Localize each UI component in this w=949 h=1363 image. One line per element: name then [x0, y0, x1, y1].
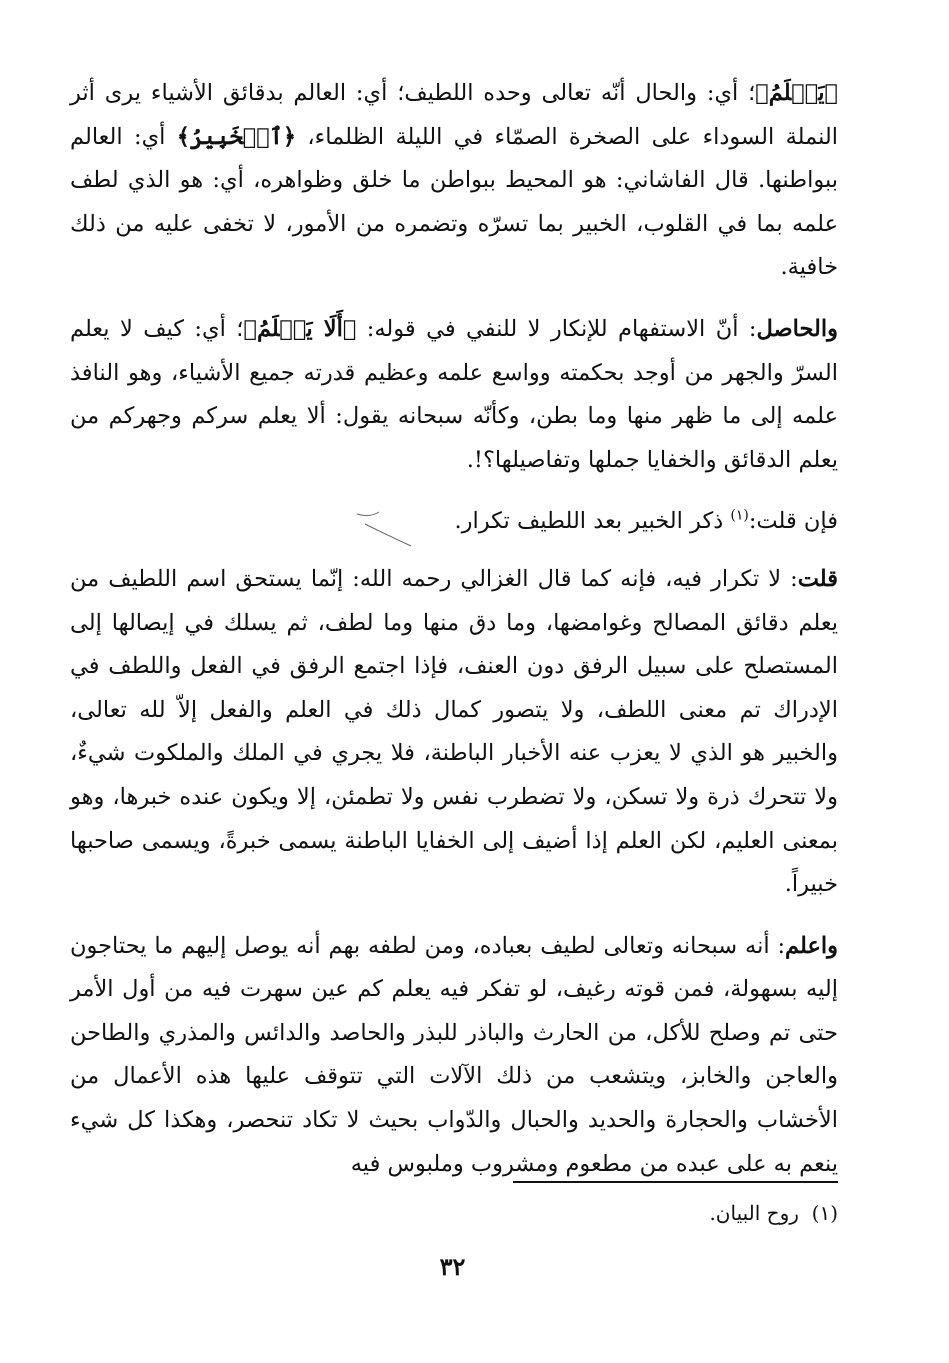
quran-quote: ﴿أَلَا يَعۡلَمُ﴾: [243, 315, 357, 342]
quran-quote: ﴿يَعۡلَمُ﴾: [755, 80, 838, 106]
paragraph-text: ؛ أي: والحال أنّه تعالى وحده اللطيف؛ أي: العالم بدقائق الأشياء يرى أثر النملة السوداء على الصخرة الصمّاء في الليلة الظلماء،: [70, 80, 838, 150]
paragraph-text: : أنّ الاستفهام للإنكار لا للنفي في قوله:: [356, 315, 757, 342]
footnote: [518, 1198, 838, 1228]
footnote-divider: [513, 1181, 838, 1183]
footnote-number: (١): [811, 1201, 838, 1225]
question-label: فإن قلت:: [748, 508, 838, 535]
paragraph-3: [70, 500, 838, 544]
footnote-marker: (١): [730, 507, 749, 524]
paragraph-lead-word: واعلم: [785, 932, 838, 959]
body-text: [70, 72, 838, 1204]
paragraph-text: : أنه سبحانه وتعالى لطيف بعباده، ومن لطفه بهم أنه يوصل إليهم ما يحتاجون إليه بسهولة، فمن قوته رغيف، لو تفكر فيه يعلم كم عين سهرت فيه من أول الأمر حتى تم وصلح للأكل، من الحارث والباذر للبذر والحاصد والدائس والمذري والطاحن والعاجن والخابز، ويتشعب من ذلك الآلات التي تتوقف عليها هذه الأعمال من الأخشاب والحجارة والحديد والحبال والدّواب بحيث لا تكاد تنحصر، وهكذا كل شيء ينعم به على عبده من مطعوم ومشروب وملبوس فيه: [70, 932, 838, 1177]
quran-quote: ﴿ٱلۡخَبِيرُ﴾: [176, 123, 297, 150]
paragraph-1: [70, 72, 838, 290]
paragraph-lead-word: قلت: [797, 565, 838, 592]
paragraph-text: أي: العالم ببواطنها. قال الفاشاني: هو المحيط ببواطن ما خلق وظواهره، أي: هو الذي لطف علمه بما في القلوب، الخبير بما تسرّه وتضمره من الأمور، لا تخفى عليه من ذلك خافية.: [70, 123, 838, 281]
footnote-text: روح البيان.: [709, 1201, 799, 1225]
paragraph-text: ذكر الخبير بعد اللطيف تكرار.: [454, 508, 731, 535]
paragraph-text: : لا تكرار فيه، فإنه كما قال الغزالي رحمه الله: إنّما يستحق اسم اللطيف من يعلم دقائق المصالح وغوامضها، وما دق منها وما لطف، ثم يسلك في إيصالها إلى المستصلح على سبيل الرفق دون العنف، فإذا اجتمع الرفق في الفعل واللطف في الإدراك تم معنى اللطف، ولا يتصور كمال ذلك في العلم والفعل إلاّ لله تعالى، والخبير هو الذي لا يعزب عنه الأخبار الباطنة، فلا يجري في الملك والملكوت شيءٌ، ولا تتحرك ذرة ولا تسكن، ولا تضطرب نفس ولا تطمئن، إلا ويكون عنده خبرها، وهو بمعنى العليم، لكن العلم إذا أضيف إلى الخفايا الباطنة يسمى خبرةً، ويسمى صاحبها خبيراً.: [70, 565, 838, 898]
paragraph-4: [70, 558, 838, 907]
paragraph-2: [70, 308, 838, 482]
paragraph-5: [70, 925, 838, 1187]
paragraph-lead-word: والحاصل: [756, 315, 838, 342]
paragraph-text: ؛ أي: كيف لا يعلم السرّ والجهر من أوجد بحكمته وواسع علمه وعظيم قدرته جميع الأشياء، وهو النافذ علمه إلى ما ظهر منها وما بطن، وكأنّه سبحانه يقول: ألا يعلم سركم وجهركم من يعلم الدقائق والخفايا جملها وتفاصيلها؟!.: [70, 315, 838, 473]
page-number: ٣٢: [439, 1252, 466, 1281]
pen-stroke-mark: [355, 500, 415, 550]
